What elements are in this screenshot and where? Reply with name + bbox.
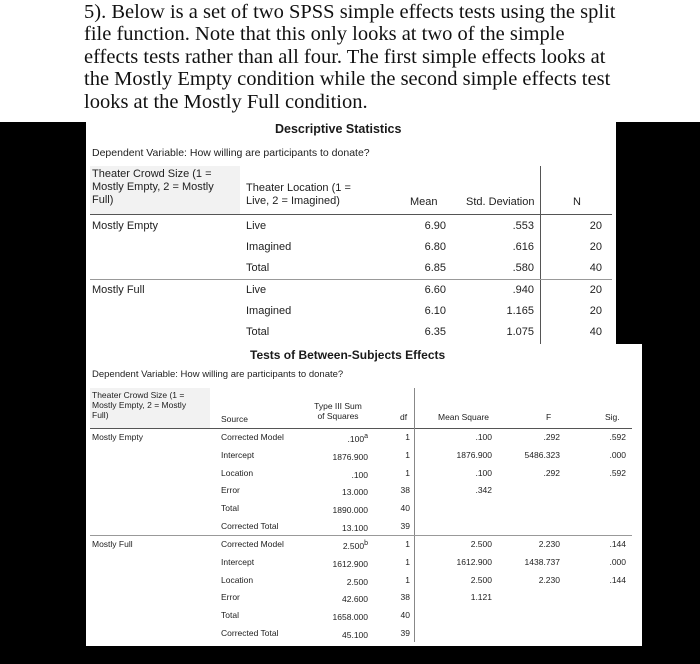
question-line: 5). Below is a set of two SPSS simple effects tests using the split — [84, 1, 616, 23]
question-text — [0, 0, 700, 122]
between-subjects-title: Tests of Between-Subjects Effects — [250, 348, 446, 362]
dependent-variable-label: Dependent Variable: How willing are participants to donate? — [92, 147, 370, 159]
header-type-iii-ss: Type III Sum of Squares — [314, 401, 362, 421]
header-f: F — [546, 412, 552, 422]
header-n: N — [573, 196, 581, 208]
header-df: df — [400, 412, 408, 422]
descriptive-statistics-title: Descriptive Statistics — [275, 122, 402, 136]
header-mean-square: Mean Square — [438, 412, 490, 422]
header-source: Source — [221, 414, 248, 424]
header-rule — [90, 214, 612, 215]
dependent-variable-label: Dependent Variable: How willing are participants to donate? — [92, 369, 344, 380]
question-line: effects tests rather than all four. The first simple effects looks at — [84, 45, 606, 68]
header-location: Theater Location (1 = Live, 2 = Imagined) — [246, 182, 351, 207]
question-line: looks at the Mostly Full condition. — [84, 90, 368, 113]
header-crowd-size: Theater Crowd Size (1 = Mostly Empty, 2 = Mostly Full) — [92, 390, 187, 420]
header-sig: Sig. — [605, 412, 620, 422]
group-rule — [90, 279, 612, 280]
question-line: the Mostly Empty condition while the second simple effects test — [84, 68, 611, 91]
header-rule — [90, 428, 632, 429]
descriptive-statistics-table: Descriptive Statistics Dependent Variable: How willing are participants to donate? Theater Crowd Size (1 = Mostly Empty, 2 = Mostly Full) Theater Location (1 = Live, 2 = Imagined) Mean Std. Deviation N Mostly Empty Live 6.90 .553 20 Imagined 6.80 .616 20 Total 6.85 .580 40 Mostly Full Live 6.60 .940 20 Imagined 6.10 1.165 20 Total 6.35 1.075 40 — [86, 116, 616, 348]
column-rule — [414, 388, 415, 642]
header-std-deviation: Std. Deviation — [466, 196, 535, 208]
column-rule — [540, 166, 541, 344]
group-rule — [90, 535, 632, 536]
header-mean: Mean — [410, 196, 438, 208]
question-line: file function. Note that this only looks at two of the simple — [84, 23, 565, 46]
between-subjects-effects-table: Tests of Between-Subjects Effects Dependent Variable: How willing are participants to donate? Theater Crowd Size (1 = Mostly Empty, 2 = Mostly Full) Source Type III Sum of Squares df Mean Square F Sig. Mostly Empty Corrected Model .100$^a$ 1 .100 .292 .592 Intercept 1876.900 1 1876.900 5486.323 .000 Location .100 1 .100 .292 .592 Error 13.000 38 .342 Total 1890.000 40 Corrected Total 13.100 39 Mostly Full Corrected Model 2.500$^b$ 1 2.500 2.230 .144 Intercept 1612.900 1 1612.900 1438.737 .000 Location 2.500 1 2.500 2.230 .144 Error 42.600 38 1.121 Total 1658.000 40 Corrected Total 45.100 39 — [86, 344, 642, 646]
header-crowd-size: Theater Crowd Size (1 = Mostly Empty, 2 = Mostly Full) — [92, 168, 214, 206]
